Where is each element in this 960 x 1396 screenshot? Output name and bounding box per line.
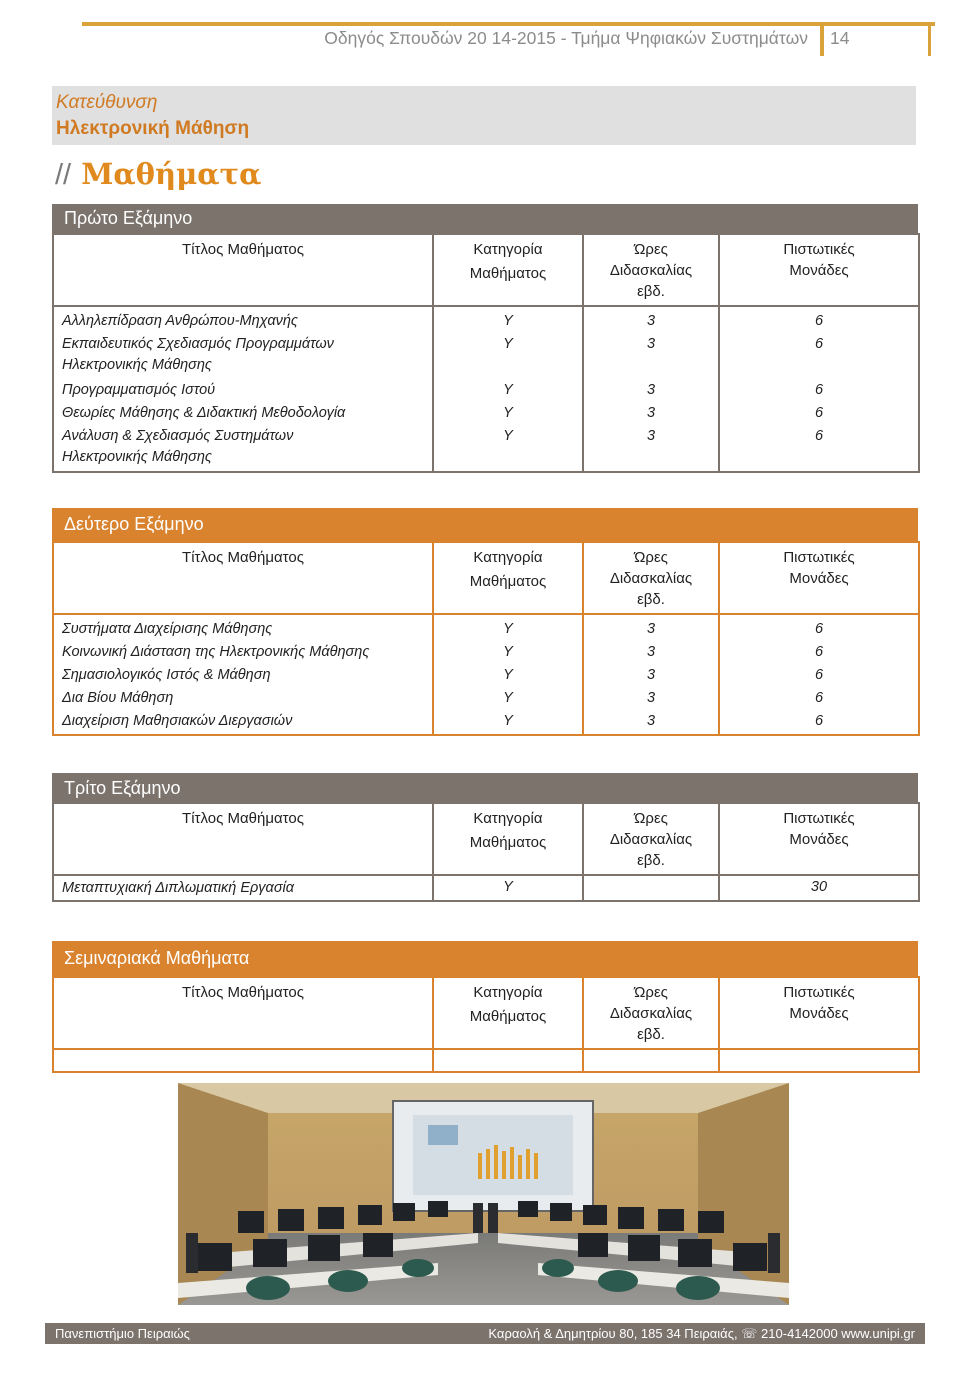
col-title-header: Τίτλος Μαθήματος	[53, 542, 433, 614]
header-separator	[820, 26, 824, 56]
course-credits: 6	[719, 402, 919, 425]
table-row	[53, 710, 919, 735]
course-category: Υ	[433, 306, 583, 333]
page-number: 14	[830, 28, 850, 48]
course-title: Σημασιολογικός Ιστός & Μάθηση	[53, 664, 433, 687]
course-title: Μεταπτυχιακή Διπλωματική Εργασία	[53, 875, 433, 901]
courses-table	[52, 802, 920, 902]
course-title: Αλληλεπίδραση Ανθρώπου-Μηχανής	[53, 306, 433, 333]
semester-2-table	[52, 508, 918, 736]
header-title: Οδηγός Σπουδών 20 14-2015 - Τμήμα Ψηφιακών Συστημάτων	[324, 28, 808, 48]
courses-table	[52, 541, 920, 736]
course-title: Κοινωνική Διάσταση της Ηλεκτρονικής Μάθησης	[53, 641, 433, 664]
course-hours: 3	[583, 306, 719, 333]
course-category: Υ	[433, 875, 583, 901]
header-separator-right	[928, 26, 931, 56]
table-row	[53, 425, 919, 472]
course-hours: 3	[583, 687, 719, 710]
semester-3-title: Τρίτο Εξάμηνο	[52, 773, 918, 802]
col-hours-header: Ώρες Διδασκαλίας εβδ.	[583, 542, 719, 614]
course-category: Υ	[433, 641, 583, 664]
courses-table	[52, 233, 920, 473]
semester-1-title: Πρώτο Εξάμηνο	[52, 204, 918, 233]
page-header	[0, 0, 960, 70]
col-credits-header: Πιστωτικές Μονάδες	[719, 977, 919, 1049]
col-category-header: Κατηγορία Μαθήματος	[433, 803, 583, 875]
col-category-header: Κατηγορία Μαθήματος	[433, 542, 583, 614]
footer-contact: Καραολή & Δημητρίου 80, 185 34 Πειραιάς, ☏ 210-4142000 www.unipi.gr	[488, 1326, 915, 1341]
table-header-row	[53, 542, 919, 614]
col-category-header: Κατηγορία Μαθήματος	[433, 977, 583, 1049]
semester-3-table	[52, 773, 918, 902]
footer-university: Πανεπιστήμιο Πειραιώς	[55, 1326, 190, 1341]
course-credits: 6	[719, 333, 919, 377]
course-credits: 30	[719, 875, 919, 901]
col-credits-header: Πιστωτικές Μονάδες	[719, 234, 919, 306]
course-hours	[583, 875, 719, 901]
header-rule	[82, 22, 935, 26]
course-title: Διαχείριση Μαθησιακών Διεργασιών	[53, 710, 433, 735]
course-category: Υ	[433, 664, 583, 687]
page-footer	[45, 1323, 925, 1344]
course-hours: 3	[583, 377, 719, 402]
semester-2-title: Δεύτερο Εξάμηνο	[52, 508, 918, 541]
course-credits: 6	[719, 614, 919, 641]
course-hours: 3	[583, 664, 719, 687]
table-row	[53, 306, 919, 333]
course-category: Υ	[433, 402, 583, 425]
semester-1-table	[52, 204, 918, 473]
table-row	[53, 614, 919, 641]
course-credits: 6	[719, 664, 919, 687]
course-title: Δια Βίου Μάθηση	[53, 687, 433, 710]
course-title: Εκπαιδευτικός Σχεδιασμός Προγραμμάτων Ηλεκτρονικής Μάθησης	[53, 333, 433, 377]
table-header-row	[53, 803, 919, 875]
col-hours-header: Ώρες Διδασκαλίας εβδ.	[583, 977, 719, 1049]
col-title-header: Τίτλος Μαθήματος	[53, 803, 433, 875]
course-category: Υ	[433, 614, 583, 641]
seminars-title: Σεμιναριακά Μαθήματα	[52, 941, 918, 976]
computer-lab-photo	[178, 1083, 789, 1305]
course-hours: 3	[583, 402, 719, 425]
col-category-header: Κατηγορία Μαθήματος	[433, 234, 583, 306]
course-hours: 3	[583, 641, 719, 664]
course-hours: 3	[583, 425, 719, 472]
table-row	[53, 664, 919, 687]
courses-table	[52, 976, 920, 1073]
direction-label: Κατεύθυνση	[56, 92, 158, 113]
course-title: Θεωρίες Μάθησης & Διδακτική Μεθοδολογία	[53, 402, 433, 425]
course-hours: 3	[583, 614, 719, 641]
course-title: Προγραμματισμός Ιστού	[53, 377, 433, 402]
course-category: Υ	[433, 687, 583, 710]
course-category: Υ	[433, 377, 583, 402]
course-credits: 6	[719, 641, 919, 664]
table-row	[53, 687, 919, 710]
col-title-header: Τίτλος Μαθήματος	[53, 977, 433, 1049]
course-title: Συστήματα Διαχείρισης Μάθησης	[53, 614, 433, 641]
table-header-row	[53, 977, 919, 1049]
empty-cell	[583, 1049, 719, 1072]
course-credits: 6	[719, 306, 919, 333]
course-category: Υ	[433, 425, 583, 472]
course-category: Υ	[433, 710, 583, 735]
table-row	[53, 402, 919, 425]
course-credits: 6	[719, 377, 919, 402]
course-title: Ανάλυση & Σχεδιασμός Συστημάτων Ηλεκτρονικής Μάθησης	[53, 425, 433, 472]
col-hours-header: Ώρες Διδασκαλίας εβδ.	[583, 803, 719, 875]
table-row	[53, 641, 919, 664]
table-row	[53, 875, 919, 901]
empty-cell	[719, 1049, 919, 1072]
table-row	[53, 377, 919, 402]
direction-banner	[52, 86, 916, 145]
section-title-text: Μαθήματα	[71, 157, 262, 191]
course-credits: 6	[719, 710, 919, 735]
seminars-table	[52, 941, 918, 1073]
col-credits-header: Πιστωτικές Μονάδες	[719, 542, 919, 614]
col-title-header: Τίτλος Μαθήματος	[53, 234, 433, 306]
empty-cell	[53, 1049, 433, 1072]
table-row	[53, 333, 919, 377]
course-hours: 3	[583, 333, 719, 377]
section-title	[55, 157, 261, 192]
table-row-empty	[53, 1049, 919, 1072]
direction-value: Ηλεκτρονική Μάθηση	[56, 118, 250, 139]
table-header-row	[53, 234, 919, 306]
section-title-slashes: //	[55, 159, 72, 191]
course-category: Υ	[433, 333, 583, 377]
course-credits: 6	[719, 687, 919, 710]
course-hours: 3	[583, 710, 719, 735]
col-credits-header: Πιστωτικές Μονάδες	[719, 803, 919, 875]
course-credits: 6	[719, 425, 919, 472]
empty-cell	[433, 1049, 583, 1072]
col-hours-header: Ώρες Διδασκαλίας εβδ.	[583, 234, 719, 306]
